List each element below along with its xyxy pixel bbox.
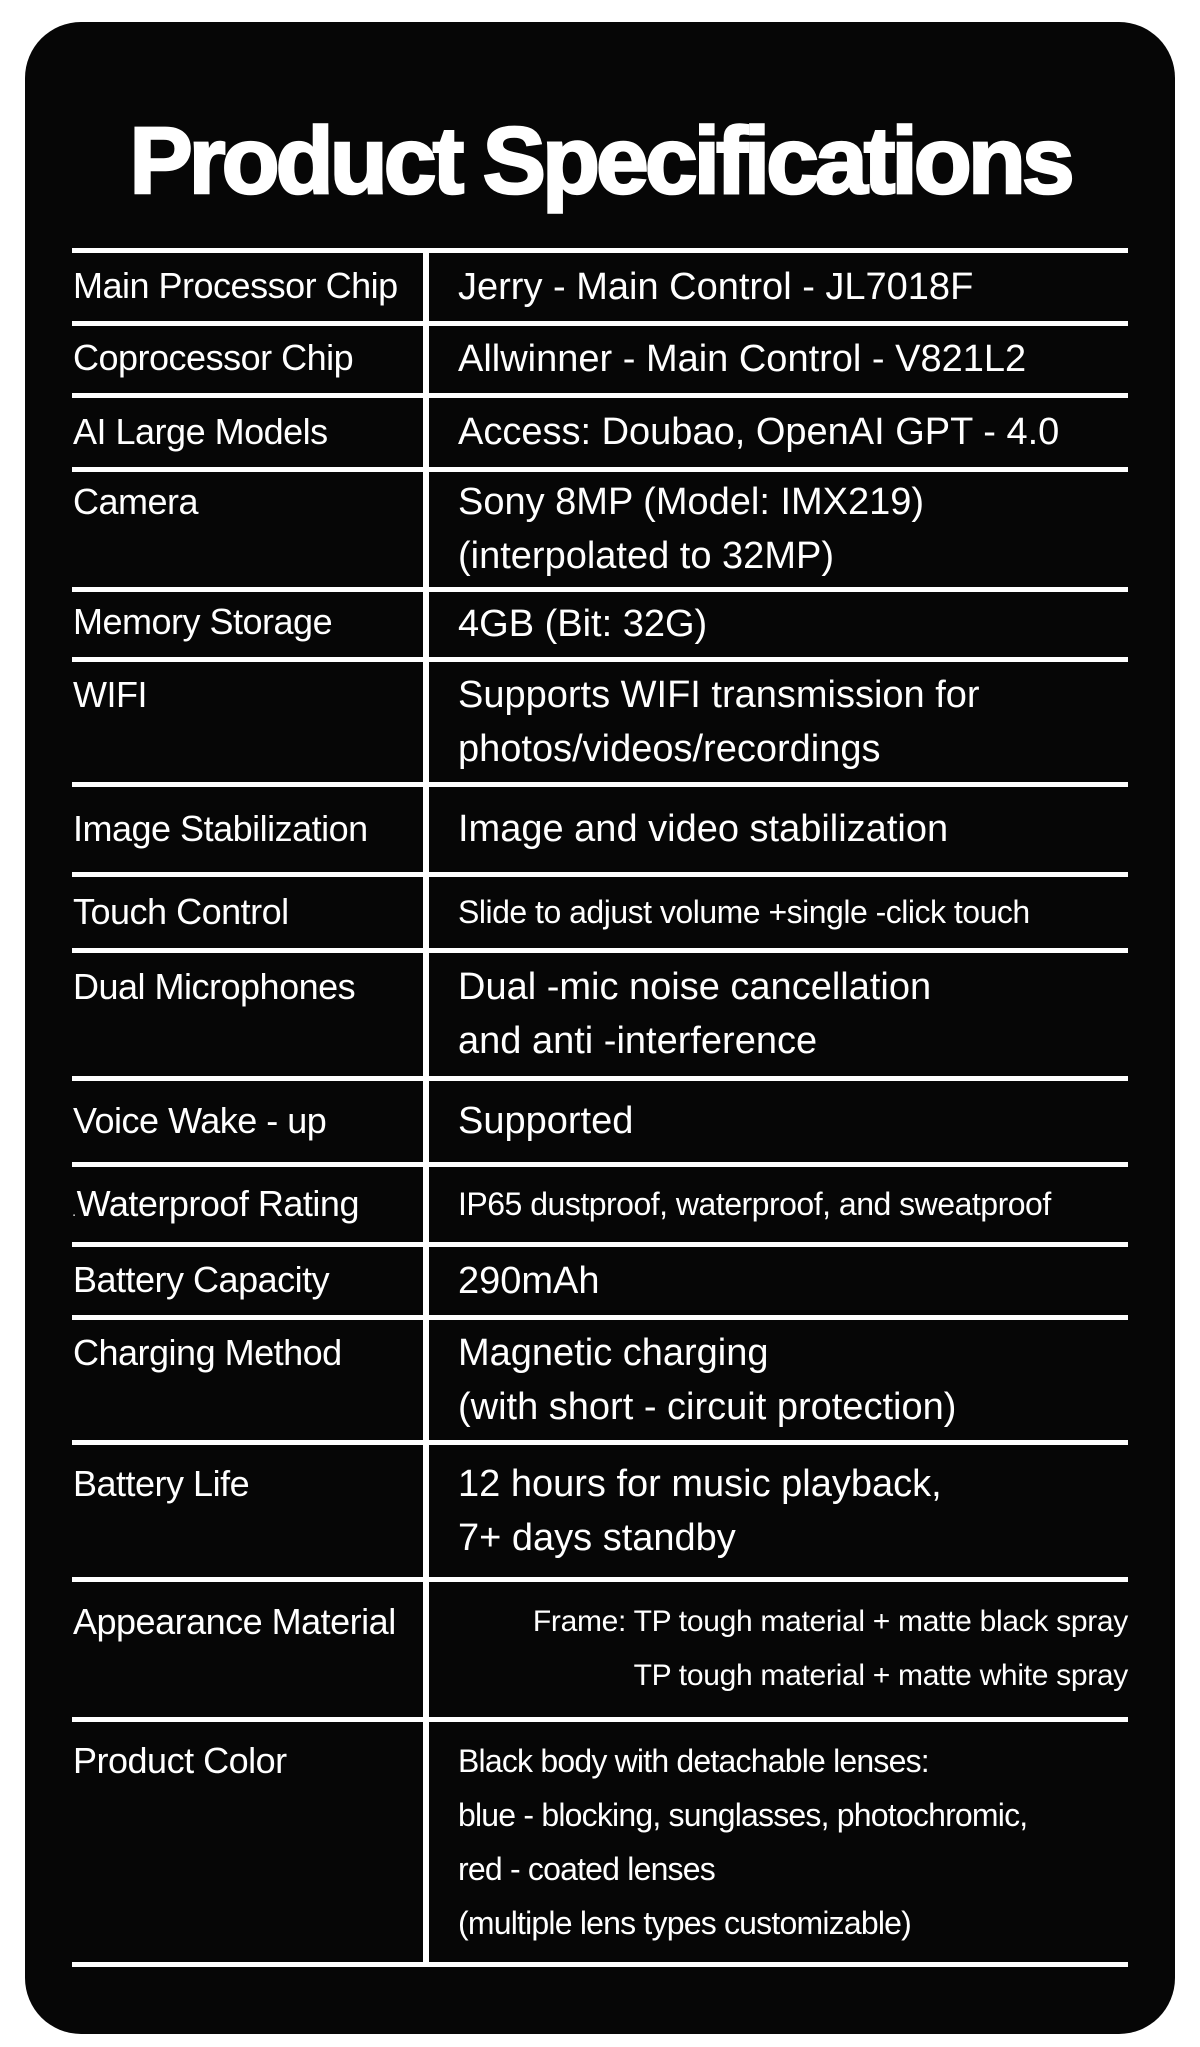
spec-value-line: photos/videos/recordings xyxy=(458,727,881,770)
label-prefix-dot: . xyxy=(72,1203,76,1220)
spec-value xyxy=(423,877,1128,948)
spec-label-text: AI Large Models xyxy=(73,410,328,452)
spec-card xyxy=(25,22,1175,2034)
spec-label xyxy=(72,326,423,394)
spec-row xyxy=(72,398,1128,472)
spec-value-line: Jerry - Main Control - JL7018F xyxy=(458,265,974,308)
spec-label xyxy=(72,662,423,782)
spec-value-line: Supported xyxy=(458,1100,634,1142)
spec-value-line: 290mAh xyxy=(458,1259,600,1302)
spec-value-line: blue - blocking, sunglasses, photochromic, xyxy=(458,1796,1028,1833)
spec-value-line: and anti -interference xyxy=(458,1020,818,1062)
spec-label-text: Appearance Material xyxy=(73,1601,396,1642)
spec-label-text: Image Stabilization xyxy=(73,808,368,849)
spec-row xyxy=(72,472,1128,592)
spec-label-text: Coprocessor Chip xyxy=(73,337,354,378)
spec-value-line: Supports WIFI transmission for xyxy=(458,673,980,716)
spec-label xyxy=(72,1582,423,1717)
spec-label xyxy=(72,398,423,467)
spec-value xyxy=(423,1247,1128,1315)
spec-label-text: Main Processor Chip xyxy=(73,264,398,306)
spec-table xyxy=(72,248,1128,1967)
spec-label-text: Battery Life xyxy=(73,1462,250,1504)
spec-value-line: red - coated lenses xyxy=(458,1850,715,1887)
spec-value xyxy=(423,1167,1128,1242)
spec-row xyxy=(72,877,1128,953)
spec-value xyxy=(423,1722,1128,1962)
spec-label xyxy=(72,253,423,321)
spec-value xyxy=(423,787,1128,872)
spec-value-line: Magnetic charging xyxy=(458,1331,769,1374)
spec-value-line: IP65 dustproof, waterproof, and sweatproof xyxy=(458,1186,1051,1222)
spec-value xyxy=(423,592,1128,657)
spec-label xyxy=(72,1320,423,1440)
spec-value-line: Allwinner - Main Control - V821L2 xyxy=(458,338,1027,381)
spec-row xyxy=(72,326,1128,399)
spec-row xyxy=(72,953,1128,1081)
spec-label-text: Voice Wake - up xyxy=(73,1100,327,1141)
spec-row xyxy=(72,1320,1128,1445)
spec-label xyxy=(72,592,423,657)
spec-label xyxy=(72,472,423,587)
spec-row xyxy=(72,253,1128,326)
spec-value-line: Sony 8MP (Model: IMX219) xyxy=(458,481,925,523)
spec-value xyxy=(423,953,1128,1076)
spec-value-line: (interpolated to 32MP) xyxy=(458,535,834,577)
spec-value xyxy=(423,1445,1128,1577)
spec-value xyxy=(423,326,1128,394)
spec-label-text: WIFI xyxy=(73,673,147,715)
spec-value-line: Slide to adjust volume +single -click touch xyxy=(458,894,1030,930)
spec-value xyxy=(423,398,1128,467)
spec-value-line: Black body with detachable lenses: xyxy=(458,1742,929,1779)
spec-row xyxy=(72,1167,1128,1247)
spec-label xyxy=(72,1247,423,1315)
spec-value xyxy=(423,1582,1128,1717)
spec-label xyxy=(72,1167,423,1242)
page-title: Product Specifications xyxy=(129,108,1071,214)
spec-value xyxy=(423,1081,1128,1162)
spec-label xyxy=(72,787,423,872)
spec-label-text: Product Color xyxy=(73,1739,287,1781)
spec-row xyxy=(72,1081,1128,1167)
spec-label xyxy=(72,877,423,948)
spec-row xyxy=(72,1722,1128,1967)
spec-label-text: Dual Microphones xyxy=(73,966,356,1007)
spec-label-text: Waterproof Rating xyxy=(76,1183,359,1224)
spec-row xyxy=(72,787,1128,877)
spec-value xyxy=(423,253,1128,321)
spec-label xyxy=(72,1445,423,1577)
spec-value-line: Image and video stabilization xyxy=(458,808,949,850)
spec-label-text: Touch Control xyxy=(73,891,289,932)
spec-row xyxy=(72,1247,1128,1320)
spec-label-text: Memory Storage xyxy=(73,600,333,642)
spec-value-line: (multiple lens types customizable) xyxy=(458,1904,911,1941)
spec-label-text: Battery Capacity xyxy=(73,1258,330,1300)
spec-label-text: Charging Method xyxy=(73,1331,342,1373)
spec-value-line: TP tough material + matte white spray xyxy=(633,1659,1128,1692)
spec-value-line: Frame: TP tough material + matte black spray xyxy=(532,1605,1128,1638)
spec-value-line: 4GB (Bit: 32G) xyxy=(458,603,708,645)
spec-label xyxy=(72,953,423,1076)
spec-value-line: 12 hours for music playback, xyxy=(458,1462,942,1505)
spec-value xyxy=(423,662,1128,782)
spec-row xyxy=(72,1445,1128,1582)
spec-value-line: (with short - circuit protection) xyxy=(458,1385,957,1428)
spec-label-text: Camera xyxy=(73,481,199,522)
spec-label xyxy=(72,1722,423,1962)
spec-row xyxy=(72,662,1128,787)
spec-label xyxy=(72,1081,423,1162)
spec-row xyxy=(72,592,1128,662)
spec-value-line: 7+ days standby xyxy=(458,1516,736,1559)
spec-value xyxy=(423,472,1128,587)
spec-row xyxy=(72,1582,1128,1722)
spec-value xyxy=(423,1320,1128,1440)
spec-value-line: Access: Doubao, OpenAI GPT - 4.0 xyxy=(458,411,1060,454)
spec-value-line: Dual -mic noise cancellation xyxy=(458,966,932,1008)
